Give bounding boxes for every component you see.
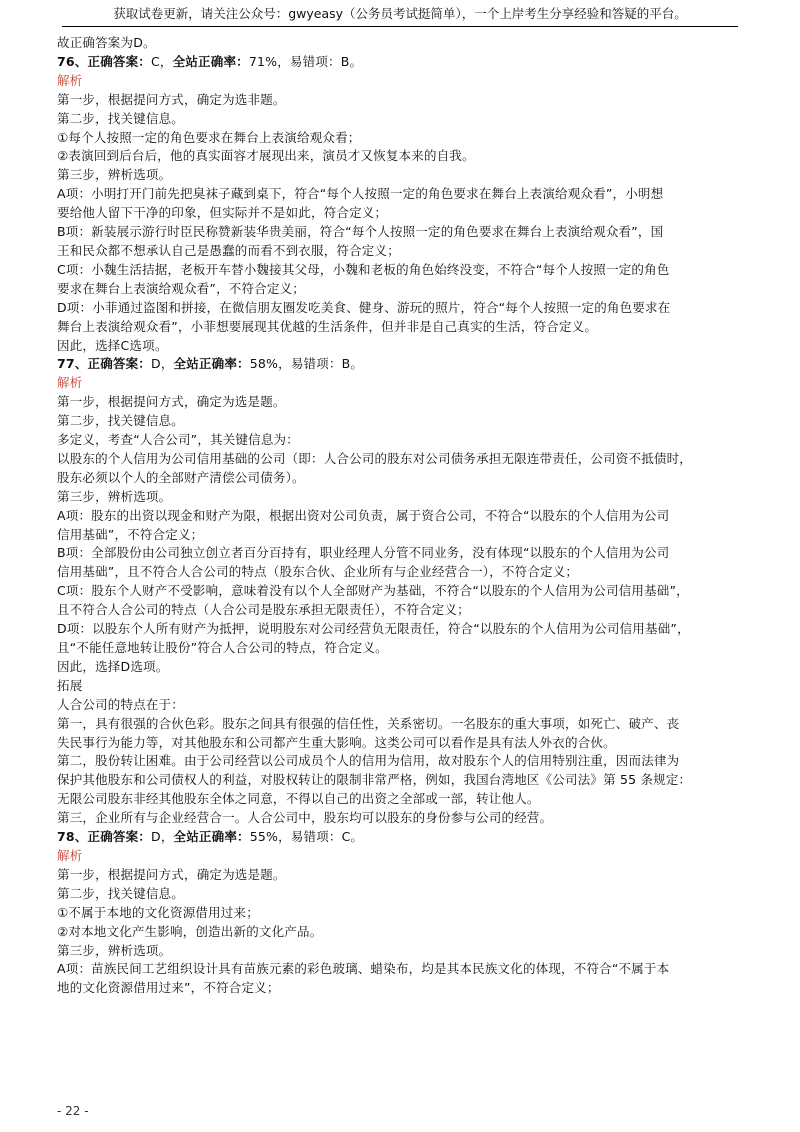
- answer-segment: D，: [151, 356, 174, 372]
- answer-segment: D，: [151, 829, 174, 845]
- text-line: 人合公司的特点在于：: [57, 696, 185, 712]
- text-line: 第一步，根据提问方式，确定为选是题。: [57, 394, 286, 410]
- text-line: 地的文化资源借用过来”，不符合定义；: [57, 980, 280, 996]
- answer-segment: C，: [151, 53, 173, 69]
- answer-segment: 全站正确率：: [172, 53, 249, 69]
- text-line: C项：小魏生活拮据，老板开车替小魏接其父母，小魏和老板的角色始终没变，不符合“每个人按照一定的角色: [57, 261, 670, 277]
- text-line: A项：小明打开门前先把臭袜子藏到桌下，符合“每个人按照一定的角色要求在舞台上表演给观众看”，小明想: [57, 186, 664, 202]
- text-line: 且不符合人合公司的特点（人合公司是股东承担无限责任），不符合定义；: [57, 602, 470, 618]
- answer-segment: 58%，易错项：B。: [249, 356, 364, 372]
- text-line: 舞台上表演给观众看”，小菲想要展现其优越的生活条件，但并非是自己真实的生活，符合定义。: [57, 318, 598, 334]
- answer-segment: 55%，易错项：C。: [249, 829, 364, 845]
- text-line: 要求在舞台上表演给观众看”，不符合定义；: [57, 280, 305, 296]
- document-body: [57, 34, 747, 998]
- text-line: 股东必须以个人的全部财产清偿公司债务）。: [57, 469, 305, 485]
- text-line: 故正确答案为D。: [57, 35, 156, 50]
- text-line: ①每个人按照一定的角色要求在舞台上表演给观众看；: [57, 129, 361, 145]
- text-line: B项：新装展示游行时臣民称赞新装华贵美丽，符合“每个人按照一定的角色要求在舞台上表演给观众看”，国: [57, 224, 664, 240]
- text-line: 第一步，根据提问方式，确定为选非题。: [57, 91, 286, 107]
- text-line: 多定义，考查“人合公司”，其关键信息为：: [57, 432, 299, 448]
- text-line: 第二步，找关键信息。: [57, 413, 185, 429]
- text-line: 因此，选择D选项。: [57, 658, 169, 674]
- text-line: B项：全部股份由公司独立创立者百分百持有，职业经理人分管不同业务，没有体现“以股东的个人信用为公司: [57, 545, 670, 561]
- text-line: 失民事行为能力等，对其他股东和公司都产生重大影响。这类公司可以看作是具有法人外衣的合伙。: [57, 734, 616, 750]
- section-label: 解析: [57, 375, 83, 391]
- page-number: - 22 -: [57, 1104, 89, 1118]
- text-line: 第三步，辨析选项。: [57, 942, 172, 958]
- text-line: 第二步，找关键信息。: [57, 110, 185, 126]
- text-line: 因此，选择C选项。: [57, 337, 168, 353]
- answer-line: [57, 53, 747, 72]
- text-line: 无限公司股东非经其他股东全体之同意，不得以自己的出资之全部或一部，转让他人。: [57, 791, 540, 807]
- text-line: D项：以股东个人所有财产为抵押，说明股东对公司经营负无限责任，符合“以股东的个人信用为公司信用基础”，: [57, 621, 690, 637]
- text-line: 第二步，找关键信息。: [57, 885, 185, 901]
- answer-segment: 71%，易错项：B。: [248, 53, 363, 69]
- text-line: 第一，具有很强的合伙色彩。股东之间具有很强的信任性，关系密切。一名股东的重大事项，如死亡、破产、丧: [57, 715, 680, 731]
- text-line: 拓展: [57, 677, 83, 693]
- text-line: C项：股东个人财产不受影响，意味着没有以个人全部财产为基础，不符合“以股东的个人信用为公司信用基础”，: [57, 583, 689, 599]
- text-line: 且“不能任意地转让股份”符合人合公司的特点，符合定义。: [57, 640, 388, 655]
- section-label: 解析: [57, 847, 83, 863]
- section-label: 解析: [57, 72, 83, 88]
- answer-segment: 全站正确率：: [173, 356, 250, 372]
- text-line: 信用基础”，不符合定义；: [57, 526, 204, 542]
- text-line: ②对本地文化产生影响，创造出新的文化产品。: [57, 923, 323, 939]
- text-line: 信用基础”，且不符合人合公司的特点（股东合伙、企业所有与企业经营合一），不符合定义；: [57, 564, 579, 580]
- text-line: A项：苗族民间工艺组织设计具有苗族元素的彩色玻璃、蜡染布，均是其本民族文化的体现，不符合“不属于本: [57, 961, 670, 977]
- text-line: 第三步，辨析选项。: [57, 167, 172, 183]
- answer-segment: 全站正确率：: [173, 829, 250, 845]
- answer-segment: 76、正确答案：: [57, 53, 151, 69]
- page-header: 获取试卷更新，请关注公众号：gwyeasy（公务员考试挺简单），一个上岸考生分享经验和答疑的平台。: [62, 4, 738, 27]
- text-line: ②表演回到后台后，他的真实面容才展现出来，演员才又恢复本来的自我。: [57, 148, 475, 164]
- answer-line: [57, 355, 747, 374]
- text-line: 第一步，根据提问方式，确定为选是题。: [57, 866, 286, 882]
- text-line: 保护其他股东和公司债权人的利益，对股权转让的限制非常严格，例如，我国台湾地区《公司法》第 55 条规定：: [57, 772, 692, 788]
- text-line: 第三，企业所有与企业经营合一。人合公司中，股东均可以股东的身份参与公司的经营。: [57, 810, 553, 826]
- text-line: 王和民众都不想承认自己是愚蠢的而看不到衣服，符合定义；: [57, 242, 400, 258]
- text-line: 第二，股份转让困难。由于公司经营以公司成员个人的信用为信用，故对股东个人的信用特别注重，因而法律为: [57, 753, 680, 769]
- text-line: 第三步，辨析选项。: [57, 488, 172, 504]
- text-line: ①不属于本地的文化资源借用过来；: [57, 904, 259, 920]
- text-line: 要给他人留下干净的印象，但实际并不是如此，符合定义；: [57, 205, 388, 221]
- answer-segment: 78、正确答案：: [57, 829, 151, 845]
- answer-segment: 77、正确答案：: [57, 356, 151, 372]
- text-line: D项：小菲通过盗图和拼接，在微信朋友圈发吃美食、健身、游玩的照片，符合“每个人按照一定的角色要求在: [57, 299, 671, 315]
- text-line: 以股东的个人信用为公司信用基础的公司（即：人合公司的股东对公司债务承担无限连带责任，公司资不抵债时，: [57, 450, 693, 466]
- answer-line: [57, 828, 747, 847]
- text-line: A项：股东的出资以现金和财产为限，根据出资对公司负责，属于资合公司，不符合“以股东的个人信用为公司: [57, 507, 670, 523]
